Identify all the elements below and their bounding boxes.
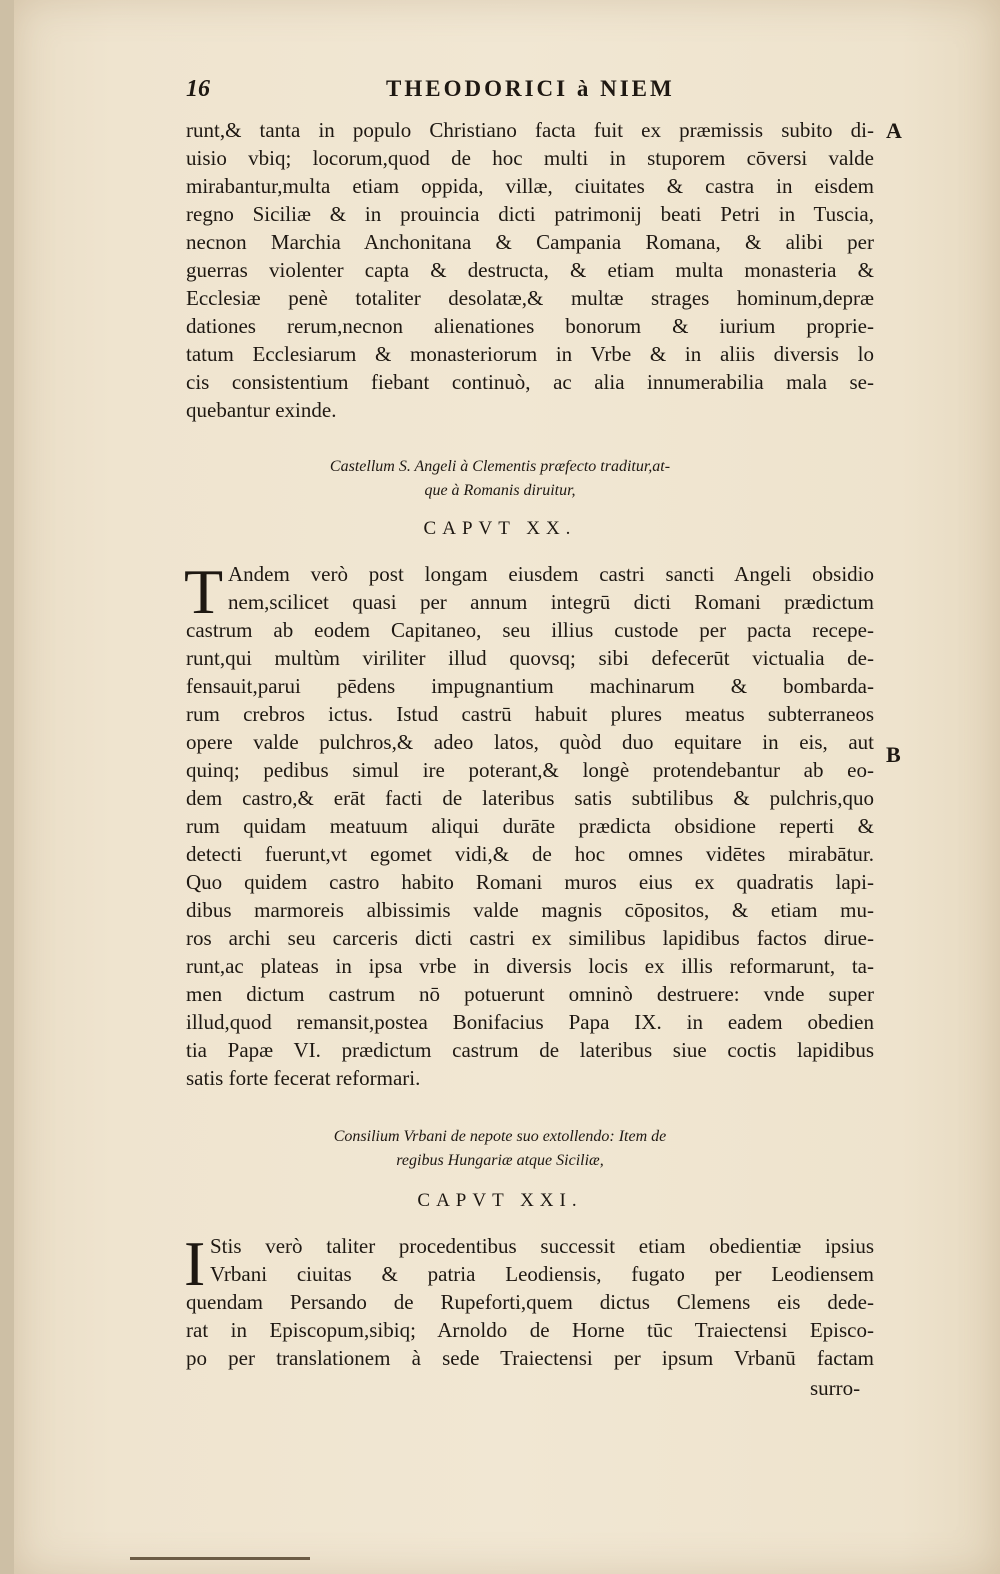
text-line: uisio vbiq; locorum,quod de hoc multi in stuporem cōversi valde: [186, 146, 874, 170]
chapter-rubric: regibus Hungariæ atque Siciliæ,: [396, 1152, 604, 1169]
margin-letter-a: A: [886, 118, 902, 143]
chapter-heading: CAPVT XX.: [423, 518, 577, 539]
text-line: runt,& tanta in populo Christiano facta fuit ex præmissis subito di-: [186, 118, 874, 142]
text-line: Andem verò post longam eiusdem castri sancti Angeli obsidio: [228, 562, 874, 586]
text-line: Quo quidem castro habito Romani muros eius ex quadratis lapi-: [186, 870, 874, 894]
text-line: dem castro,& erāt facti de lateribus satis subtilibus & pulchris,quo: [186, 786, 874, 810]
catchword: surro-: [810, 1376, 861, 1400]
text-line: dibus marmoreis albissimis valde magnis cōpositos, & etiam mu-: [186, 898, 874, 922]
text-line: Ecclesiæ penè totaliter desolatæ,& multæ strages hominum,depræ: [186, 286, 874, 310]
text-line: regno Siciliæ & in prouincia dicti patrimonij beati Petri in Tuscia,: [186, 202, 874, 226]
running-head: THEODORICI à NIEM: [386, 76, 675, 101]
text-line: castrum ab eodem Capitaneo, seu illius custode per pacta recepe-: [186, 618, 874, 642]
text-line: runt,qui multùm viriliter illud quovsq; sibi defecerūt victualia de-: [186, 646, 874, 670]
chapter-rubric: Consilium Vrbani de nepote suo extollendo: Item de: [333, 1128, 667, 1145]
drop-initial: T: [184, 556, 224, 627]
chapter-rubric: Castellum S. Angeli à Clementis præfecto traditur,at-: [329, 458, 671, 475]
text-line: dationes rerum,necnon alienationes bonorum & iurium proprie-: [186, 314, 874, 338]
text-line: satis forte fecerat reformari.: [186, 1066, 421, 1090]
drop-initial: I: [184, 1228, 206, 1299]
text-line: rum crebros ictus. Istud castrū habuit plures meatus subterraneos: [186, 702, 874, 726]
text-line: cis consistentium fiebant continuò, ac alia innumerabilia mala se-: [186, 370, 874, 394]
margin-letter-b: B: [886, 742, 901, 767]
chapter-heading: CAPVT XXI.: [417, 1190, 583, 1211]
text-line: Vrbani ciuitas & patria Leodiensis, fugato per Leodiensem: [210, 1262, 874, 1286]
chapter-rubric: que à Romanis diruitur,: [424, 482, 576, 499]
text-line: mirabantur,multa etiam oppida, villæ, ciuitates & castra in eisdem: [186, 174, 874, 198]
text-line: fensauit,parui pēdens impugnantium machinarum & bombarda-: [186, 674, 874, 698]
text-line: po per translationem à sede Traiectensi per ipsum Vrbanū factam: [186, 1346, 874, 1370]
text-line: necnon Marchia Anchonitana & Campania Romana, & alibi per: [186, 230, 874, 254]
text-line: illud,quod remansit,postea Bonifacius Papa IX. in eadem obedien: [186, 1010, 874, 1034]
text-line: Stis verò taliter procedentibus successit etiam obedientiæ ipsius: [210, 1234, 874, 1258]
text-line: detecti fuerunt,vt egomet vidi,& de hoc omnes vidētes mirabātur.: [186, 842, 874, 866]
text-line: nem,scilicet quasi per annum integrū dicti Romani prædictum: [228, 590, 874, 614]
page-number: 16: [186, 76, 210, 102]
text-line: men dictum castrum nō potuerunt omninò destruere: vnde super: [186, 982, 874, 1006]
text-line: ros archi seu carceris dicti castri ex similibus lapidibus factos dirue-: [186, 926, 874, 950]
text-line: quendam Persando de Rupeforti,quem dictus Clemens eis dede-: [186, 1290, 874, 1314]
text-line: quinq; pedibus simul ire poterant,& longè protendebantur ab eo-: [186, 758, 874, 782]
text-line: runt,ac plateas in ipsa vrbe in diversis locis ex illis reformarunt, ta-: [186, 954, 874, 978]
text-line: rat in Episcopum,sibiq; Arnoldo de Horne tūc Traiectensi Episco-: [186, 1318, 874, 1342]
text-line: guerras violenter capta & destructa, & etiam multa monasteria &: [186, 258, 874, 282]
text-line: tia Papæ VI. prædictum castrum de lateribus siue coctis lapidibus: [186, 1038, 874, 1062]
text-line: quebantur exinde.: [186, 398, 337, 422]
text-line: rum quidam meatuum aliqui durāte prædicta obsidione reperti &: [186, 814, 874, 838]
text-line: tatum Ecclesiarum & monasteriorum in Vrbe & in aliis diversis lo: [186, 342, 874, 366]
text-line: opere valde pulchros,& adeo latos, quòd duo equitare in eis, aut: [186, 730, 874, 754]
page-edge-rule: [130, 1557, 310, 1560]
page-header: [186, 72, 726, 108]
